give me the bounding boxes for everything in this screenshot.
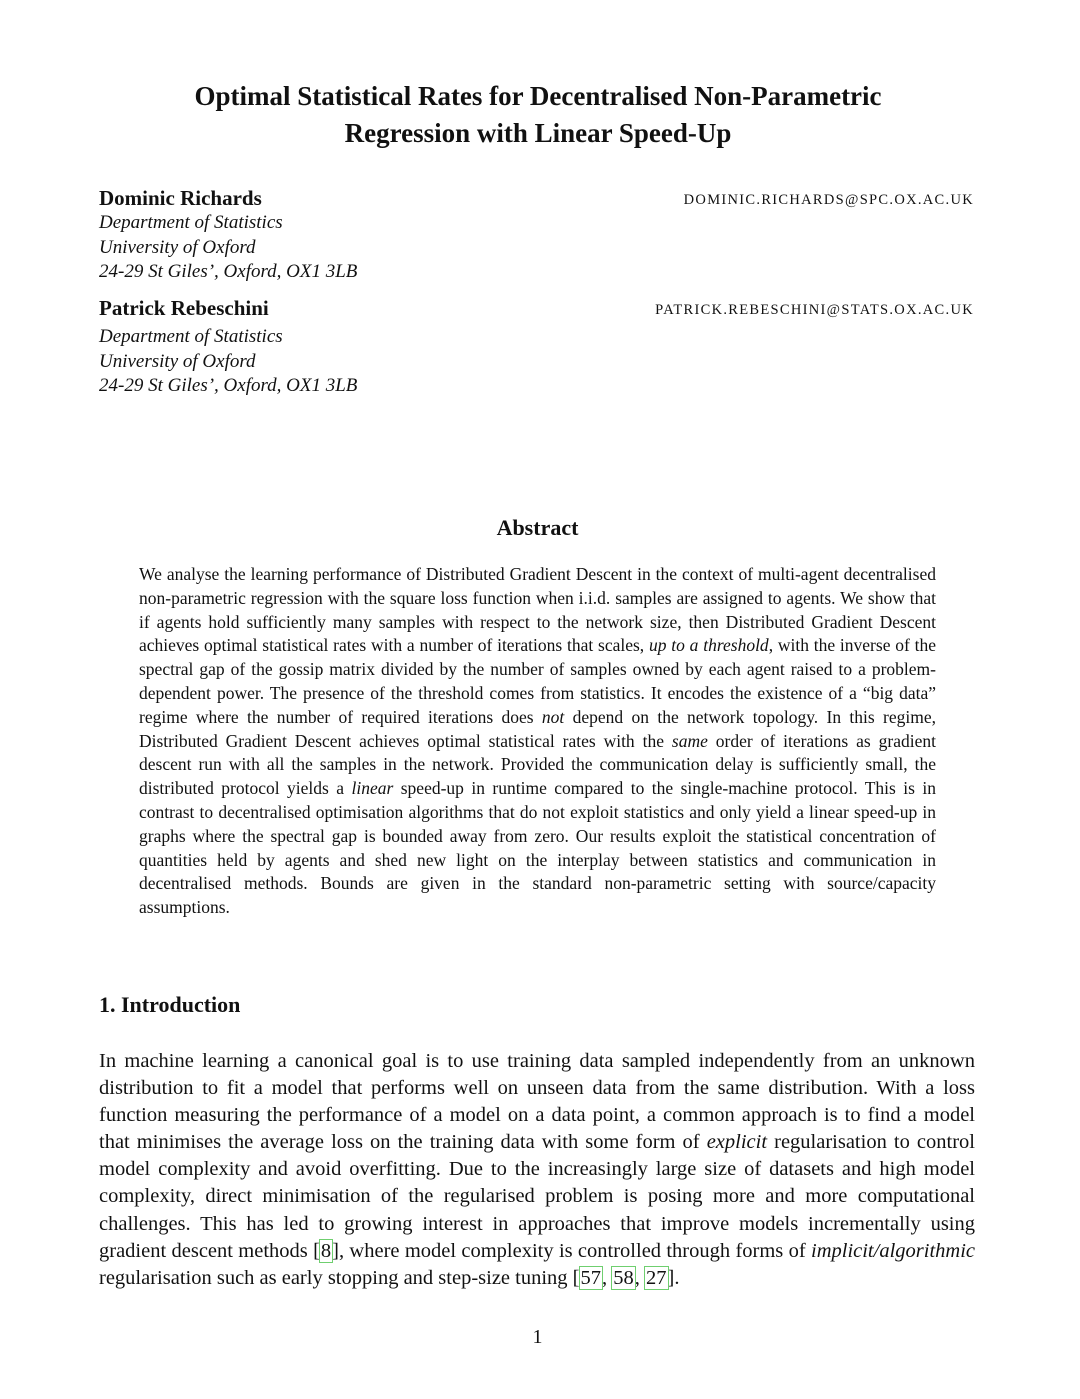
abstract-text: speed-up in runtime compared to the single-machine protocol. This is in contrast to decentralised optimisation algorithms that do not exploit statistics and only yield a linear speed-up in graphs where the spectral gap is bounded away from zero. Our results exploit the statistical concentration of quantities held by agents and shed new light on the interplay between statistics and communication in decentralised methods. Bounds are given in the standard non-parametric setting with source/capacity assumptions. [139, 778, 936, 918]
intro-text: ], where model complexity is controlled through forms of [332, 1239, 811, 1262]
abstract-emphasis: linear [351, 778, 394, 799]
abstract-body [139, 563, 936, 920]
abstract-text: , with the inverse of the spectral gap of the gossip matrix divided by the number of samples owned by each agent raised to a problem-dependent power. The presence of the threshold comes from statistics. It encodes the existence of a “big data” regime where the number of required iterations does [139, 635, 937, 727]
abstract-heading: Abstract [496, 515, 579, 540]
author-email: DOMINIC.RICHARDS@SPC.OX.AC.UK [683, 192, 974, 208]
page-number: 1 [532, 1326, 543, 1348]
intro-text: , [634, 1266, 645, 1289]
affiliation-address: 24-29 St Giles’, Oxford, OX1 3LB [99, 375, 358, 396]
citation-link[interactable]: 58 [613, 1266, 634, 1289]
citation-link[interactable]: 8 [320, 1239, 332, 1262]
intro-text: regularisation such as early stopping and step-size tuning [ [99, 1266, 580, 1289]
abstract-emphasis: not [541, 706, 565, 727]
author-affiliation [99, 325, 357, 399]
intro-text: regularisation to control model complexity and avoid overfitting. Due to the increasingly large size of datasets and high model complexity, direct minimisation of the regularised problem is posing more and more computational challenges. This has led to growing interest in approaches that improve models incrementally using gradient descent methods [ [99, 1131, 975, 1262]
intro-emphasis: implicit/algorithmic [811, 1239, 975, 1262]
affiliation-address: 24-29 St Giles’, Oxford, OX1 3LB [99, 261, 358, 282]
affiliation-department: Department of Statistics [99, 326, 283, 347]
author-name: Dominic Richards [99, 186, 262, 210]
abstract-text: We analyse the learning performance of Distributed Gradient Descent in the context of multi-agent decentralised non-parametric regression with the square loss function when i.i.d. samples are assigned to agents. We show that if agents hold sufficiently many samples with respect to the network size, then Distributed Gradient Descent achieves optimal statistical rates with a number of iterations that scales, [139, 564, 936, 656]
section-heading-introduction: 1. Introduction [99, 992, 241, 1017]
paper-title [100, 78, 976, 152]
title-line-1: Optimal Statistical Rates for Decentralised Non-Parametric [194, 81, 882, 111]
citation-link[interactable]: 27 [646, 1266, 667, 1289]
citation-link[interactable]: 57 [580, 1266, 601, 1289]
intro-text: , [602, 1266, 613, 1289]
abstract-text: depend on the network topology. In this regime, Distributed Gradient Descent achieves optimal statistical rates with the [139, 706, 936, 751]
author-email: PATRICK.REBESCHINI@STATS.OX.AC.UK [655, 302, 974, 318]
affiliation-university: University of Oxford [99, 236, 256, 258]
affiliation-university: University of Oxford [99, 350, 256, 372]
abstract-text: order of iterations as gradient descent run with all the samples in the network. Provided the communication delay is sufficiently small, the distributed protocol yields a [139, 730, 936, 799]
abstract-emphasis: same [671, 730, 708, 751]
author-affiliation [99, 211, 357, 285]
abstract-emphasis: up to a threshold [648, 635, 769, 656]
intro-text: ]. [667, 1266, 680, 1289]
intro-emphasis: explicit [706, 1131, 768, 1154]
introduction-paragraph [99, 1048, 975, 1292]
title-line-2: Regression with Linear Speed-Up [344, 118, 732, 148]
intro-text: In machine learning a canonical goal is to use training data sampled independently from an unknown distribution to fit a model that performs well on unseen data from the same distribution. With a loss function measuring the performance of a model on a data point, a common approach is to find a model that minimises the average loss on the training data with some form of [99, 1050, 975, 1154]
affiliation-department: Department of Statistics [99, 212, 283, 233]
author-name: Patrick Rebeschini [99, 296, 269, 320]
